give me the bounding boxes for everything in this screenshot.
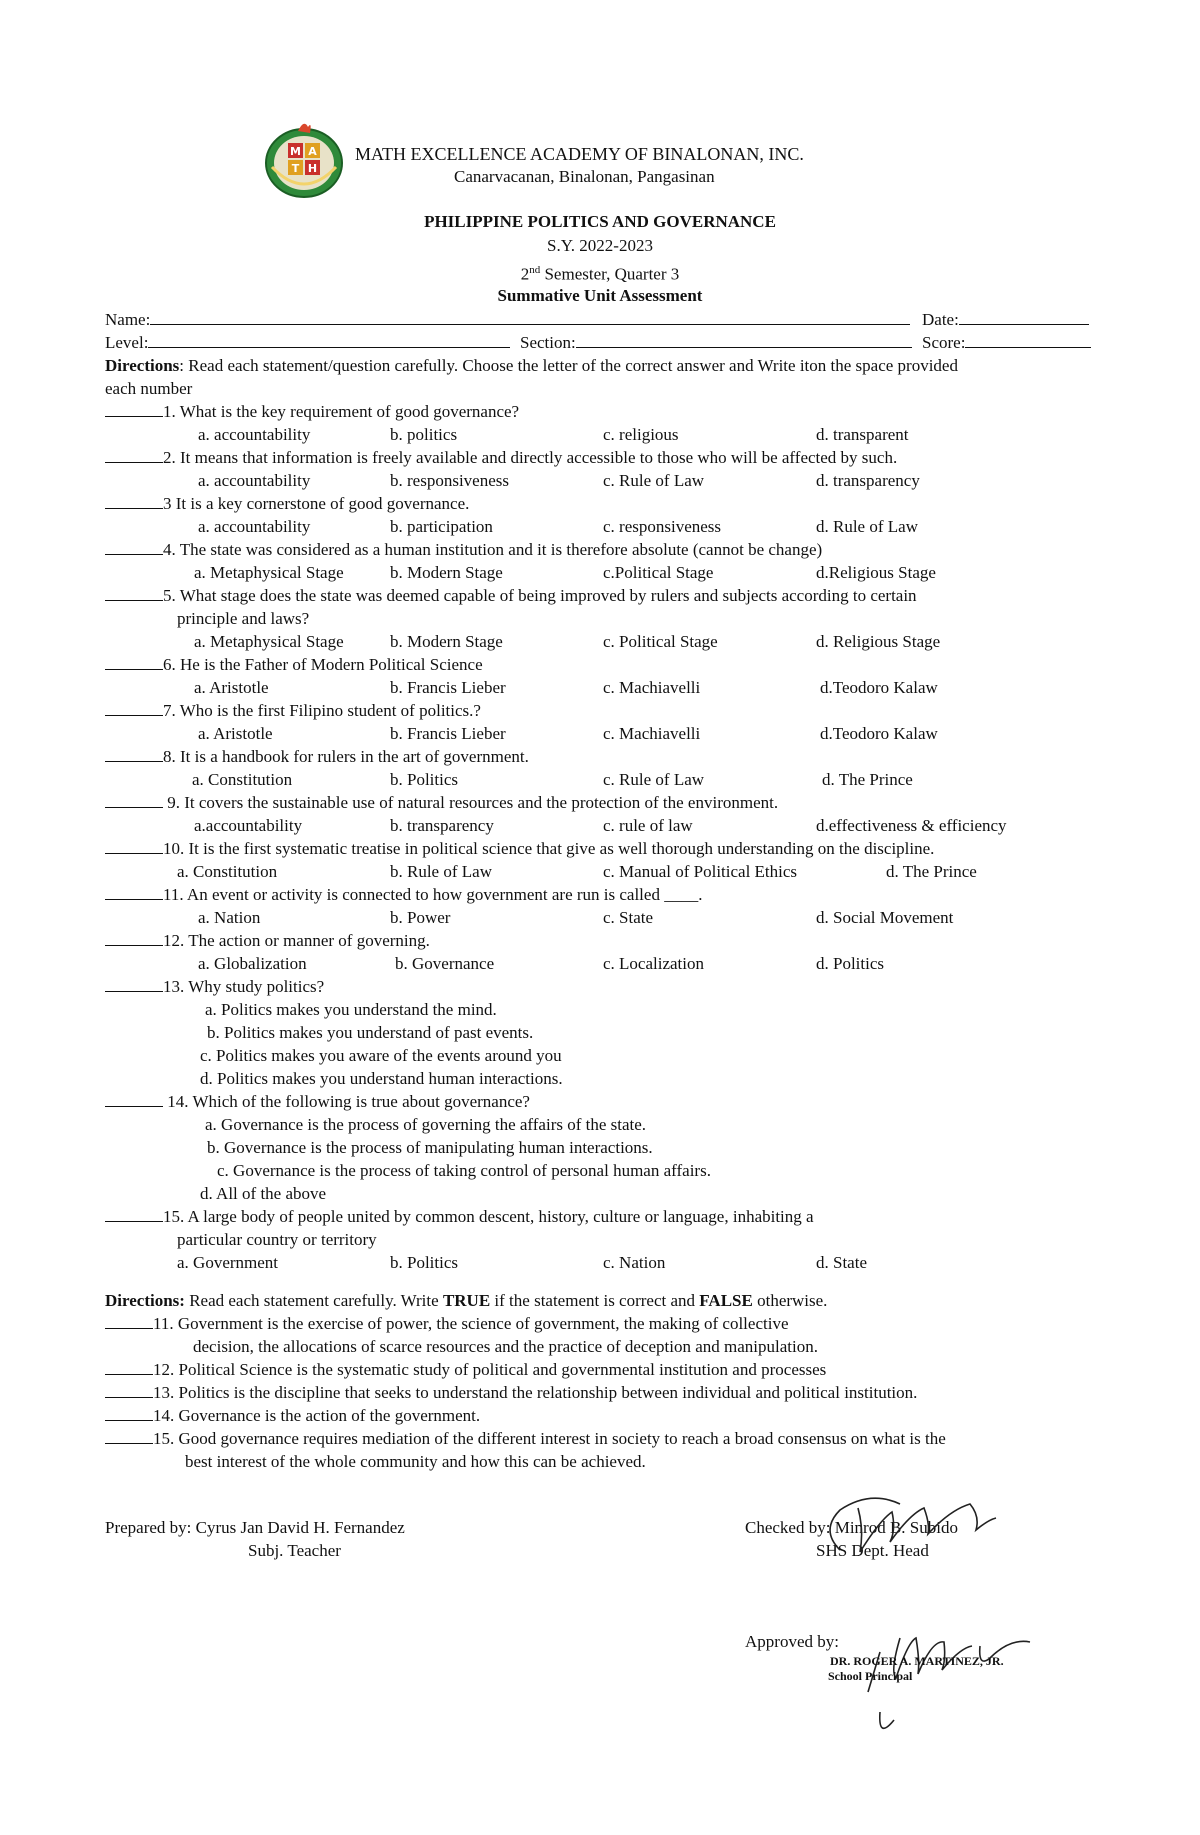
option: c. Rule of Law (603, 471, 705, 490)
option: c. State (603, 908, 654, 927)
option: b. Power (390, 908, 451, 927)
question-text: 1. What is the key requirement of good governance? (163, 402, 520, 421)
option: d.Teodoro Kalaw (820, 678, 938, 697)
part1-directions (105, 356, 958, 376)
option: d. Rule of Law (816, 517, 918, 536)
option: c. Politics makes you aware of the events around you (200, 1046, 562, 1065)
option: c. Manual of Political Ethics (603, 862, 798, 881)
option: a. Metaphysical Stage (194, 632, 344, 651)
option: b. Politics (390, 770, 459, 789)
question-12 (105, 931, 430, 951)
option: b. Francis Lieber (390, 678, 506, 697)
option: a.accountability (194, 816, 303, 835)
question-text: 6. He is the Father of Modern Political Science (163, 655, 483, 674)
tf-item-12 (105, 1360, 826, 1380)
option: a. Constitution (177, 862, 278, 881)
option: b. participation (390, 517, 493, 536)
semester-number: 2 (520, 264, 530, 284)
statement-text-cont: decision, the allocations of scarce resources and the practice of deception and manipulation. (193, 1337, 818, 1356)
answer-blank[interactable] (105, 977, 163, 992)
option: a. accountability (198, 471, 311, 490)
checked-by: Checked by: Minrod B. Subido (745, 1518, 958, 1537)
option: a. accountability (198, 517, 311, 536)
question-3 (105, 494, 469, 514)
answer-blank[interactable] (105, 586, 163, 601)
question-5 (105, 586, 917, 606)
question-6 (105, 655, 483, 675)
answer-blank[interactable] (105, 1383, 153, 1398)
prepared-role: Subj. Teacher (248, 1541, 341, 1560)
answer-blank[interactable] (105, 1406, 153, 1421)
directions-text: : Read each statement/question carefully. Choose the letter of the correct answer and Write iton the space provided (179, 356, 958, 375)
section-blank[interactable] (576, 333, 912, 348)
option: a. Nation (198, 908, 261, 927)
question-text: 9. It covers the sustainable use of natural resources and the protection of the environment. (163, 793, 779, 812)
question-13 (105, 977, 324, 997)
option: d.Teodoro Kalaw (820, 724, 938, 743)
semester-line (0, 260, 1200, 285)
answer-blank[interactable] (105, 1314, 153, 1329)
option: a. Metaphysical Stage (194, 563, 344, 582)
school-address: Canarvacanan, Binalonan, Pangasinan (454, 167, 715, 186)
question-text: 13. Why study politics? (163, 977, 325, 996)
statement-text: 13. Politics is the discipline that seeks to understand the relationship between individual and political institution. (153, 1383, 918, 1402)
option: d. State (816, 1253, 867, 1272)
question-2 (105, 448, 897, 468)
school-name: MATH EXCELLENCE ACADEMY OF BINALONAN, INC. (355, 144, 804, 164)
option: b. Modern Stage (390, 632, 503, 651)
statement-text: 11. Government is the exercise of power, the science of government, the making of collective (153, 1314, 789, 1333)
level-blank[interactable] (148, 333, 510, 348)
option: d.Religious Stage (816, 563, 936, 582)
logo-letter: M (290, 145, 301, 158)
option: b. Politics (390, 1253, 459, 1272)
question-15 (105, 1207, 814, 1227)
option: d. All of the above (200, 1184, 327, 1203)
answer-blank[interactable] (105, 402, 163, 417)
option: d. Religious Stage (816, 632, 941, 651)
option: b. Politics makes you understand of past events. (207, 1023, 534, 1042)
option: a. Government (177, 1253, 279, 1272)
question-text: 15. A large body of people united by common descent, history, culture or language, inhabiting a (163, 1207, 814, 1226)
date-label: Date: (922, 310, 959, 329)
name-label: Name: (105, 310, 151, 329)
checker-signature-image (800, 1490, 1020, 1570)
option: d.effectiveness & efficiency (816, 816, 1007, 835)
option: b. Modern Stage (390, 563, 503, 582)
logo-letter: H (307, 162, 318, 175)
tf-item-13 (105, 1383, 917, 1403)
prepared-by: Prepared by: Cyrus Jan David H. Fernandez (105, 1518, 405, 1537)
answer-blank[interactable] (105, 494, 163, 509)
question-7 (105, 701, 481, 721)
option: c. Machiavelli (603, 724, 701, 743)
question-text: 4. The state was considered as a human institution and it is therefore absolute (cannot be change) (163, 540, 823, 559)
question-text: 10. It is the first systematic treatise in political science that give as well thorough understanding on the discipline. (163, 839, 935, 858)
score-blank[interactable] (965, 333, 1091, 348)
answer-blank[interactable] (105, 793, 163, 808)
logo-letter: A (308, 145, 317, 158)
option: b. Governance (395, 954, 495, 973)
question-14 (105, 1092, 530, 1112)
principal-name: DR. ROGER A. MARTINEZ, JR. (830, 1654, 1004, 1668)
option: d. transparent (816, 425, 909, 444)
option: b. politics (390, 425, 458, 444)
option: a. Politics makes you understand the mind. (205, 1000, 497, 1019)
option: a. Aristotle (194, 678, 269, 697)
option: a. Aristotle (198, 724, 273, 743)
option: a. Globalization (198, 954, 307, 973)
option: d. Politics makes you understand human interactions. (200, 1069, 563, 1088)
option: b. transparency (390, 816, 494, 835)
option: c. Localization (603, 954, 705, 973)
question-text: 2. It means that information is freely available and directly accessible to those who will be affected by such. (163, 448, 898, 467)
answer-blank[interactable] (105, 747, 163, 762)
option: c.Political Stage (603, 563, 714, 582)
date-field[interactable] (922, 310, 1089, 330)
section-label: Section: (520, 333, 576, 352)
option: a. accountability (198, 425, 311, 444)
logo-letter: T (291, 162, 300, 175)
option: c. Rule of Law (603, 770, 705, 789)
section-field[interactable] (520, 333, 912, 353)
option: c. religious (603, 425, 679, 444)
statement-text: 15. Good governance requires mediation of the different interest in society to reach a broad consensus on what is the (153, 1429, 946, 1448)
question-8 (105, 747, 529, 767)
statement-text-cont: best interest of the whole community and how this can be achieved. (185, 1452, 646, 1471)
option: b. Rule of Law (390, 862, 492, 881)
assessment-title: Summative Unit Assessment (497, 286, 703, 305)
option: d. Politics (816, 954, 885, 973)
score-label: Score: (922, 333, 966, 352)
question-1 (105, 402, 519, 422)
answer-blank[interactable] (105, 1092, 163, 1107)
answer-blank[interactable] (105, 540, 163, 555)
false-keyword: FALSE (699, 1291, 753, 1310)
tf-item-15 (105, 1429, 946, 1449)
question-text-cont: particular country or territory (177, 1230, 377, 1249)
tf-item-11 (105, 1314, 789, 1334)
option: c. Governance is the process of taking control of personal human affairs. (217, 1161, 711, 1180)
answer-blank[interactable] (105, 1360, 153, 1375)
question-text: 8. It is a handbook for rulers in the art of government. (163, 747, 529, 766)
option: d. transparency (816, 471, 920, 490)
option: b. Governance is the process of manipulating human interactions. (207, 1138, 653, 1157)
approved-label: Approved by: (745, 1632, 839, 1651)
directions-label: Directions (105, 356, 180, 375)
answer-blank[interactable] (105, 1207, 163, 1222)
option: c. Nation (603, 1253, 666, 1272)
school-seal-logo (258, 117, 350, 201)
question-text-cont: principle and laws? (177, 609, 310, 628)
option: b. Francis Lieber (390, 724, 506, 743)
part1-directions-cont: each number (105, 379, 193, 398)
subject-title: PHILIPPINE POLITICS AND GOVERNANCE (424, 212, 776, 231)
question-4 (105, 540, 822, 560)
name-field[interactable] (105, 310, 910, 330)
level-field[interactable] (105, 333, 510, 353)
level-label: Level: (105, 333, 149, 352)
score-field[interactable] (922, 333, 1091, 353)
directions-text: if the statement is correct and (490, 1291, 700, 1310)
directions-label: Directions: (105, 1291, 185, 1310)
option: a. Constitution (192, 770, 293, 789)
option: b. responsiveness (390, 471, 509, 490)
statement-text: 14. Governance is the action of the government. (153, 1406, 481, 1425)
tf-item-14 (105, 1406, 480, 1426)
question-9 (105, 793, 778, 813)
question-10 (105, 839, 934, 859)
option: d. The Prince (822, 770, 913, 789)
answer-blank[interactable] (105, 701, 163, 716)
option: a. Governance is the process of governing the affairs of the state. (205, 1115, 647, 1134)
question-text: 7. Who is the first Filipino student of politics.? (163, 701, 481, 720)
option: c. Machiavelli (603, 678, 701, 697)
part2-directions (105, 1291, 827, 1311)
question-text: 3 It is a key cornerstone of good governance. (163, 494, 470, 513)
option: d. The Prince (886, 862, 977, 881)
question-text: 11. An event or activity is connected to how government are run is called ____. (163, 885, 703, 904)
option: c. Political Stage (603, 632, 718, 651)
true-keyword: TRUE (442, 1291, 491, 1310)
question-text: 5. What stage does the state was deemed capable of being improved by rulers and subjects according to certain (163, 586, 917, 605)
answer-blank[interactable] (105, 655, 163, 670)
principal-role: School Principal (828, 1669, 913, 1683)
question-text: 14. Which of the following is true about governance? (163, 1092, 530, 1111)
question-text: 12. The action or manner of governing. (163, 931, 430, 950)
answer-blank[interactable] (105, 1429, 153, 1444)
option: c. responsiveness (603, 517, 722, 536)
answer-blank[interactable] (105, 931, 163, 946)
date-blank[interactable] (959, 310, 1089, 325)
directions-text: otherwise. (752, 1291, 828, 1310)
statement-text: 12. Political Science is the systematic study of political and governmental institution and processes (153, 1360, 827, 1379)
answer-blank[interactable] (105, 448, 163, 463)
semester-rest: Semester, Quarter 3 (540, 264, 680, 284)
answer-blank[interactable] (105, 839, 163, 854)
school-year: S.Y. 2022-2023 (547, 236, 653, 255)
name-blank[interactable] (150, 310, 910, 325)
checked-role: SHS Dept. Head (816, 1541, 929, 1560)
semester-suffix: nd (529, 264, 541, 276)
answer-blank[interactable] (105, 885, 163, 900)
option: d. Social Movement (816, 908, 954, 927)
question-11 (105, 885, 702, 905)
option: c. rule of law (603, 816, 693, 835)
directions-text: Read each statement carefully. Write (184, 1291, 443, 1310)
